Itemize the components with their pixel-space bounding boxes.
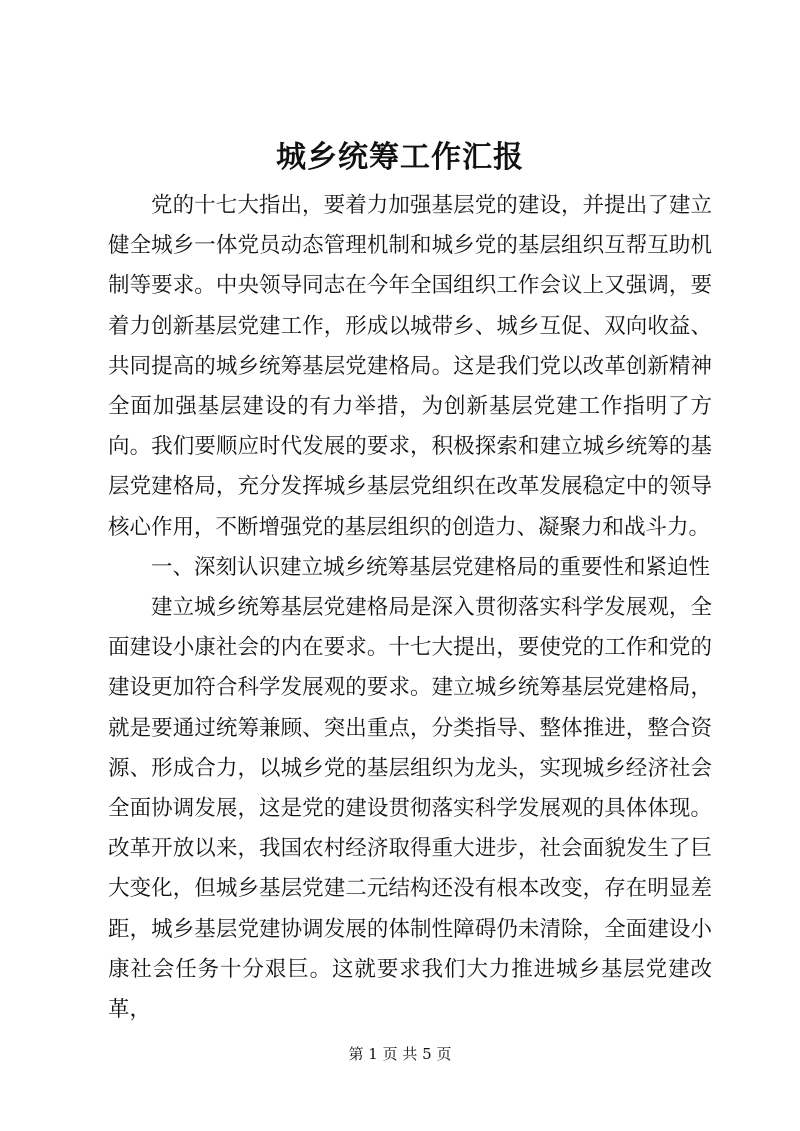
- section-heading-1: 一、深刻认识建立城乡统筹基层党建格局的重要性和紧迫性: [151, 554, 711, 580]
- document-body: [108, 186, 712, 1030]
- paragraph-section-1: 建立城乡统筹基层党建格局是深入贯彻落实科学发展观，全面建设小康社会的内在要求。十七大提出，要使党的工作和党的建设更加符合科学发展观的要求。建立城乡统筹基层党建格局，就是要通过统筹兼顾、突出重点，分类指导、整体推进，整合资源、形成合力，以城乡党的基层组织为龙头，实现城乡经济社会全面协调发展，这是党的建设贯彻落实科学发展观的具体体现。改革开放以来，我国农村经济取得重大进步，社会面貌发生了巨大变化，但城乡基层党建二元结构还没有根本改变，存在明显差距，城乡基层党建协调发展的体制性障碍仍未清除，全面建设小康社会任务十分艰巨。这就要求我们大力推进城乡基层党建改革，: [108, 595, 712, 1023]
- paragraph-intro: 党的十七大指出，要着力加强基层党的建设，并提出了建立健全城乡一体党员动态管理机制和城乡党的基层组织互帮互助机制等要求。中央领导同志在今年全国组织工作会议上又强调，要着力创新基层党建工作，形成以城带乡、城乡互促、双向收益、共同提高的城乡统筹基层党建格局。这是我们党以改革创新精神全面加强基层建设的有力举措，为创新基层党建工作指明了方向。我们要顺应时代发展的要求，积极探索和建立城乡统筹的基层党建格局，充分发挥城乡基层党组织在改革发展稳定中的领导核心作用，不断增强党的基层组织的创造力、凝聚力和战斗力。: [108, 193, 712, 540]
- document-title: 城乡统筹工作汇报: [276, 140, 524, 175]
- page-number-footer: 第 1 页 共 5 页: [348, 1045, 452, 1063]
